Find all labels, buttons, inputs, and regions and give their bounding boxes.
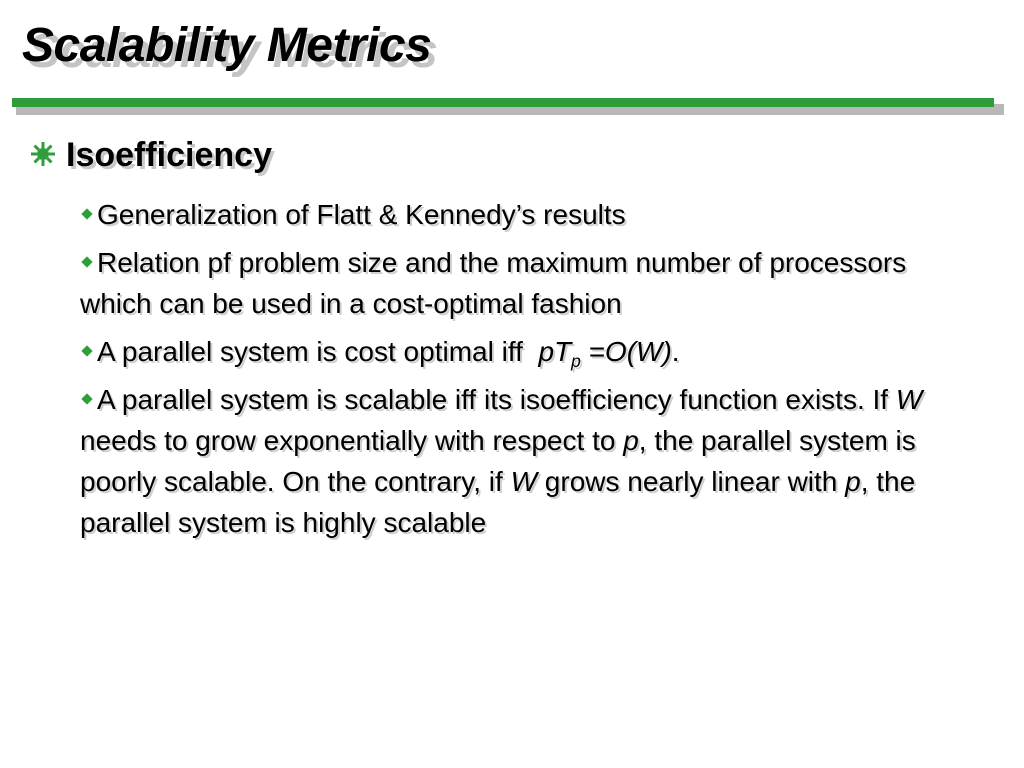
bullet-text: Generalization of Flatt & Kennedy’s results (97, 199, 626, 230)
diamond-bullet-icon (81, 393, 92, 404)
diamond-bullet-icon (81, 256, 92, 267)
heading-bullet (30, 136, 272, 175)
bullet-text-part: needs to grow exponentially with respect to (80, 425, 624, 456)
bullet-text: Relation pf problem size and the maximum number of processors which can be used in a cost-optimal fashion (80, 247, 907, 319)
variable-p: p (623, 425, 639, 456)
bullet-text-part: , the parallel system is poorly scalable. On the contrary, if (80, 425, 916, 497)
sun-bullet-icon (30, 141, 56, 167)
heading-text: Isoefficiency (66, 136, 272, 174)
title-underline (12, 98, 994, 107)
slide-title: Scalability Metrics (22, 19, 432, 72)
formula-rest: =O(W) (580, 336, 672, 367)
variable-w: W (510, 466, 538, 497)
bullet-text-part: A parallel system is scalable iff its isoefficiency function exists. If (97, 384, 896, 415)
bullet-text: A parallel system is cost optimal iff (97, 336, 539, 367)
bullet-text-part: grows nearly linear with (537, 466, 846, 497)
bullet-item (80, 194, 985, 235)
bullet-item (80, 379, 985, 543)
bullet-list (80, 194, 985, 550)
bullet-item (80, 242, 985, 324)
bullet-text-part: , the parallel system is highly scalable (80, 466, 916, 538)
variable-w: W (895, 384, 923, 415)
diamond-bullet-icon (81, 345, 92, 356)
bullet-item (80, 331, 985, 372)
diamond-bullet-icon (81, 208, 92, 219)
bullet-suffix: . (671, 336, 680, 367)
formula-subscript: p (571, 351, 581, 372)
formula-p-t: pT (538, 336, 572, 367)
variable-p: p (845, 466, 861, 497)
